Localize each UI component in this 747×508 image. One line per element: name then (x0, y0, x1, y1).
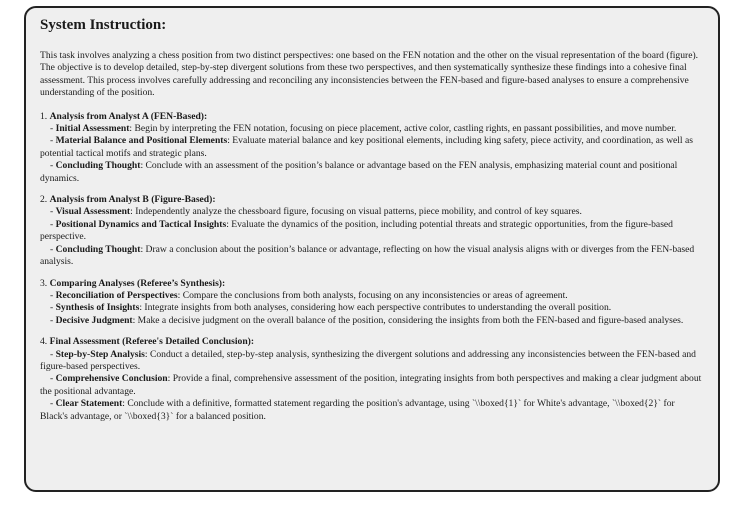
item-label: Initial Assessment (55, 123, 130, 135)
instruction-card (24, 6, 720, 492)
list-item (40, 302, 704, 314)
item-label: Synthesis of Insights (55, 302, 140, 314)
item-text: : Compare the conclusions from both analysts, focusing on any inconsistencies or areas of agreement. (177, 289, 568, 301)
dash-bullet: - (50, 373, 56, 385)
list-item (40, 349, 704, 374)
item-label: Concluding Thought (55, 160, 141, 172)
section-heading (40, 278, 704, 290)
list-item (40, 135, 704, 160)
section-3 (40, 278, 704, 328)
list-item (40, 290, 704, 302)
item-label: Reconciliation of Perspectives (55, 289, 178, 301)
section-heading-text: Final Assessment (Referee's Detailed Conclusion): (49, 336, 255, 348)
item-text: : Begin by interpreting the FEN notation, focusing on piece placement, active color, castling rights, en passant possibilities, and move number. (129, 123, 677, 135)
item-text: : Make a decisive judgment on the overall balance of the position, considering the insights from both the FEN-based and figure-based analyses. (132, 314, 684, 326)
item-label: Material Balance and Positional Elements (55, 135, 228, 147)
item-text: : Independently analyze the chessboard figure, focusing on visual patterns, piece mobility, and control of key squares. (130, 206, 582, 218)
section-4 (40, 336, 704, 423)
dash-bullet: - (50, 123, 56, 135)
item-label: Comprehensive Conclusion (55, 373, 168, 385)
dash-bullet: - (50, 302, 56, 314)
item-label: Concluding Thought (55, 243, 141, 255)
list-item (40, 244, 704, 269)
section-heading (40, 194, 704, 206)
item-text: : Draw a conclusion about the position’s balance or advantage, reflecting on how the visual analysis aligns with or diverges from the FEN-based analysis. (40, 243, 695, 268)
section-2 (40, 194, 704, 268)
dash-bullet: - (50, 289, 56, 301)
dash-bullet: - (50, 135, 56, 147)
list-item (40, 315, 704, 327)
item-text: : Evaluate material balance and key positional elements, including king safety, piece activity, and coordination, as well as potential tactical motifs and strategic plans. (40, 135, 693, 159)
card-title: System Instruction: (40, 17, 167, 33)
item-text: : Conclude with a definitive, formatted statement regarding the position's advantage, using `\\boxed{1}` for White's advantage, `\\boxed{2}` for Black's advantage, or `\\boxed{3}` for a balanced position. (40, 398, 675, 422)
dash-bullet: - (50, 206, 56, 218)
section-heading-text: Comparing Analyses (Referee’s Synthesis): (49, 277, 226, 289)
item-label: Visual Assessment (55, 206, 131, 218)
dash-bullet: - (50, 348, 56, 360)
section-number: 3. (40, 277, 50, 289)
section-heading (40, 336, 704, 348)
item-text: : Conclude with an assessment of the position’s balance or advantage based on the FEN analysis, emphasizing material count and positional dynamics. (40, 160, 678, 184)
list-item (40, 373, 704, 398)
item-label: Decisive Judgment (55, 314, 133, 326)
item-label: Positional Dynamics and Tactical Insights (55, 218, 227, 230)
item-text: : Provide a final, comprehensive assessment of the position, integrating insights from both perspectives and making a clear judgment about the positional advantage. (40, 373, 702, 397)
list-item (40, 398, 704, 423)
dash-bullet: - (50, 398, 56, 410)
intro-paragraph: This task involves analyzing a chess position from two distinct perspectives: one based on the FEN notation and the other on the visual representation of the board (figure). The objective is to develop detailed, step-by-step divergent solutions from these two perspectives, and then systematically synthesize these findings into a cohesive final assessment. This process involves carefully addressing and reconciling any inconsistencies between the FEN-based and figure-based analyses to ensure a comprehensive understanding of the position. (40, 50, 699, 99)
item-text: : Integrate insights from both analyses, considering how each perspective contributes to understanding the overall position. (139, 302, 612, 314)
dash-bullet: - (50, 160, 56, 172)
section-number: 2. (40, 194, 50, 206)
list-item (40, 206, 704, 218)
section-heading-text: Analysis from Analyst B (Figure-Based): (49, 194, 216, 206)
list-item (40, 219, 704, 244)
item-label: Step-by-Step Analysis (55, 348, 145, 360)
item-text: : Conduct a detailed, step-by-step analysis, synthesizing the divergent solutions and addressing any inconsistencies between the FEN-based and figure-based perspectives. (40, 348, 696, 372)
section-number: 1. (40, 110, 50, 122)
item-text: : Evaluate the dynamics of the position, including potential threats and strategic opportunities, from the figure-based perspective. (40, 218, 673, 243)
section-heading (40, 111, 704, 123)
section-heading-text: Analysis from Analyst A (FEN-Based): (49, 110, 208, 122)
dash-bullet: - (50, 314, 56, 326)
dash-bullet: - (50, 218, 56, 230)
list-item (40, 160, 704, 185)
item-label: Clear Statement (55, 398, 123, 410)
sections-container (40, 111, 704, 423)
dash-bullet: - (50, 243, 56, 255)
section-number: 4. (40, 336, 50, 348)
section-1 (40, 111, 704, 185)
list-item (40, 123, 704, 135)
